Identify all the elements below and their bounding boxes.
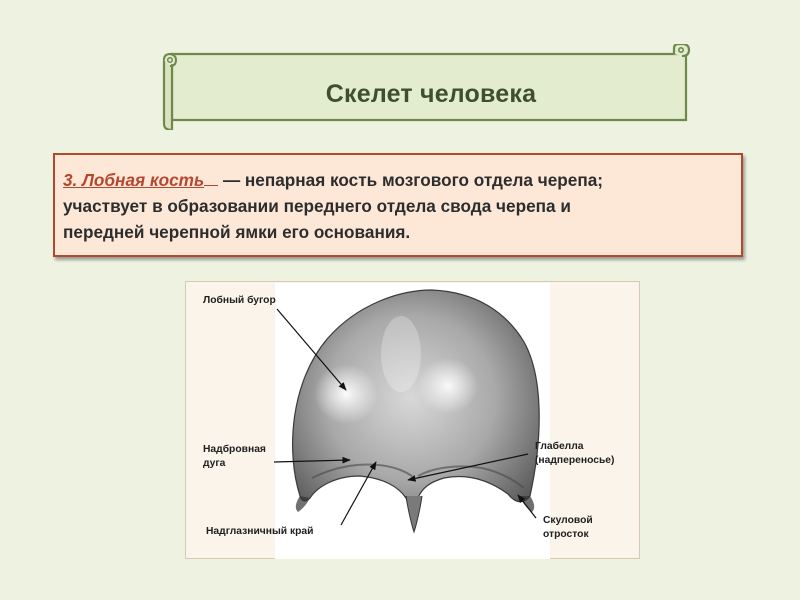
label-brow-ridge-1: Надбровная [203,444,266,455]
definition-line-1 [63,167,731,193]
label-glabella-2: (надпереносье) [535,455,615,466]
label-glabella-1: Глабелла [535,441,584,452]
label-frontal-tuber: Лобный бугор [203,295,276,306]
term-underline-gap [204,169,218,186]
definition-dash: — [222,170,241,190]
definition-line-2: участвует в образовании переднего отдела свода черепа и [63,196,571,216]
title-banner [160,44,692,130]
label-brow-ridge-2: дуга [203,458,226,469]
label-supraorbital-margin: Надглазничный край [206,526,314,537]
label-zygomatic-2: отросток [543,529,589,540]
page-title: Скелет человека [325,79,537,108]
label-zygomatic-1: Скуловой [543,515,593,526]
definition-text-1: непарная кость мозгового отдела черепа; [244,170,604,190]
definition-box [53,153,743,257]
definition-term: 3. Лобная кость [63,170,205,190]
frontal-bone-figure [185,281,640,559]
definition-line-3: передней черепной ямки его основания. [63,222,411,242]
